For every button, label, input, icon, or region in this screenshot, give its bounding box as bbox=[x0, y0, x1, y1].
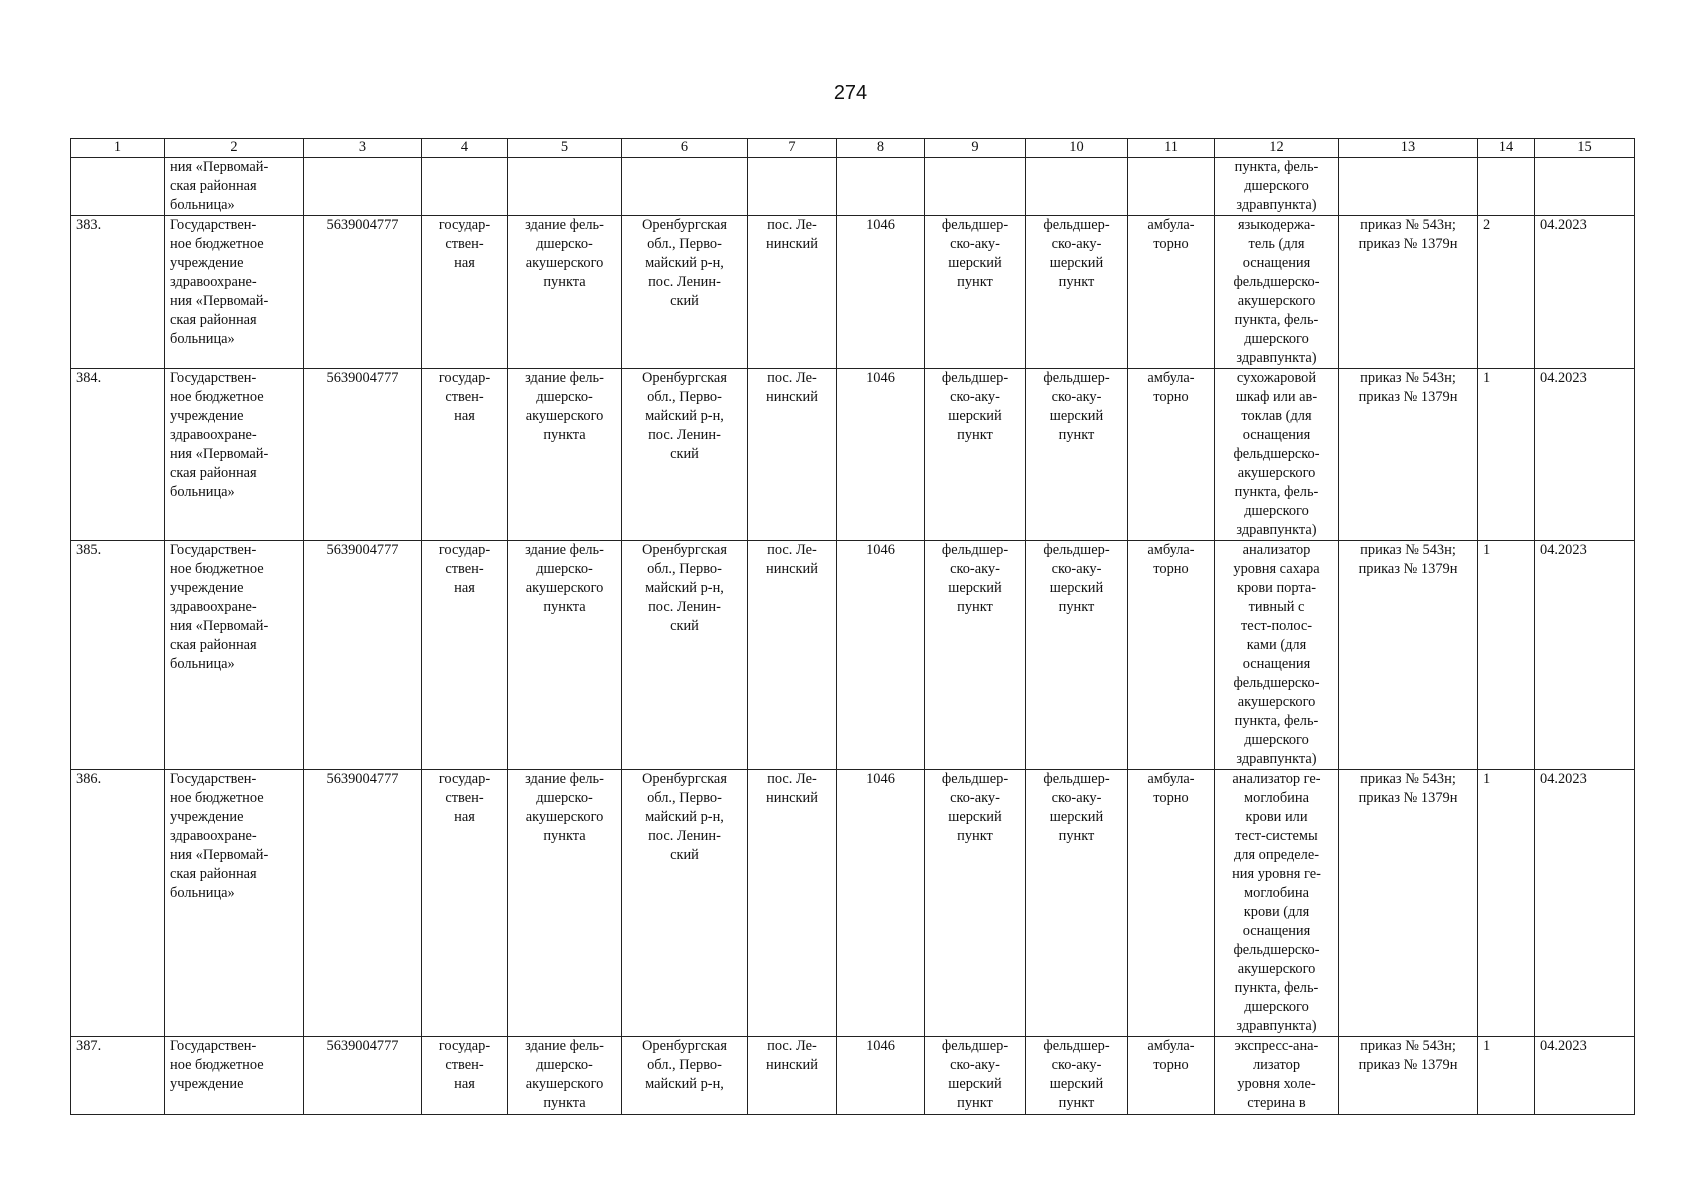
column-header: 5 bbox=[508, 139, 622, 158]
code-cell: 1046 bbox=[837, 216, 925, 369]
org-cell: Государствен- ное бюджетное учреждение здравоохране- ния «Первомай- ская районная больница» bbox=[165, 369, 304, 541]
ownership-cell: государ- ствен- ная bbox=[422, 369, 508, 541]
facility-type-cell: фельдшер- ско-аку- шерский пункт bbox=[925, 770, 1026, 1037]
header-row bbox=[71, 139, 1635, 158]
building-cell: здание фель- дшерско- акушерского пункта bbox=[508, 541, 622, 770]
empty-cell bbox=[71, 158, 165, 216]
column-header: 10 bbox=[1026, 139, 1128, 158]
care-form-cell: амбула- торно bbox=[1128, 770, 1215, 1037]
org-cell: Государствен- ное бюджетное учреждение здравоохране- ния «Первомай- ская районная больница» bbox=[165, 770, 304, 1037]
empty-cell bbox=[837, 158, 925, 216]
facility-type-cell: фельдшер- ско-аку- шерский пункт bbox=[925, 216, 1026, 369]
equipment-cell: анализатор ге- моглобина крови или тест-системы для определе- ния уровня ге- моглобина крови (для оснащения фельдшерско- акушерского пункта, фель- дшерского здравпункта) bbox=[1215, 770, 1339, 1037]
facility-subtype-cell: фельдшер- ско-аку- шерский пункт bbox=[1026, 369, 1128, 541]
empty-cell bbox=[1026, 158, 1128, 216]
row-number-cell: 387. bbox=[71, 1037, 165, 1115]
settlement-cell: пос. Ле- нинский bbox=[748, 216, 837, 369]
code-cell: 1046 bbox=[837, 1037, 925, 1115]
empty-cell bbox=[1478, 158, 1535, 216]
facility-subtype-cell: фельдшер- ско-аку- шерский пункт bbox=[1026, 1037, 1128, 1115]
row-number-cell: 383. bbox=[71, 216, 165, 369]
column-header: 13 bbox=[1339, 139, 1478, 158]
column-header: 11 bbox=[1128, 139, 1215, 158]
equipment-cell: пункта, фель- дшерского здравпункта) bbox=[1215, 158, 1339, 216]
empty-cell bbox=[622, 158, 748, 216]
row-number-cell: 386. bbox=[71, 770, 165, 1037]
settlement-cell: пос. Ле- нинский bbox=[748, 369, 837, 541]
column-header: 14 bbox=[1478, 139, 1535, 158]
table-row bbox=[71, 1037, 1635, 1115]
equipment-cell: экспресс-ана- лизатор уровня холе- стерина в bbox=[1215, 1037, 1339, 1115]
org-cell: Государствен- ное бюджетное учреждение bbox=[165, 1037, 304, 1115]
settlement-cell: пос. Ле- нинский bbox=[748, 541, 837, 770]
date-cell: 04.2023 bbox=[1535, 541, 1635, 770]
building-cell: здание фель- дшерско- акушерского пункта bbox=[508, 216, 622, 369]
care-form-cell: амбула- торно bbox=[1128, 369, 1215, 541]
quantity-cell: 1 bbox=[1478, 369, 1535, 541]
column-header: 12 bbox=[1215, 139, 1339, 158]
table-row bbox=[71, 541, 1635, 770]
address-cell: Оренбургская обл., Перво- майский р-н, пос. Ленин- ский bbox=[622, 541, 748, 770]
row-number-cell: 384. bbox=[71, 369, 165, 541]
column-header: 2 bbox=[165, 139, 304, 158]
care-form-cell: амбула- торно bbox=[1128, 216, 1215, 369]
order-cell: приказ № 543н; приказ № 1379н bbox=[1339, 541, 1478, 770]
column-header: 4 bbox=[422, 139, 508, 158]
care-form-cell: амбула- торно bbox=[1128, 541, 1215, 770]
facility-type-cell: фельдшер- ско-аку- шерский пункт bbox=[925, 369, 1026, 541]
address-cell: Оренбургская обл., Перво- майский р-н, bbox=[622, 1037, 748, 1115]
inn-cell: 5639004777 bbox=[304, 369, 422, 541]
empty-cell bbox=[304, 158, 422, 216]
date-cell: 04.2023 bbox=[1535, 770, 1635, 1037]
column-header: 8 bbox=[837, 139, 925, 158]
registry-table bbox=[70, 138, 1635, 1115]
org-cell: Государствен- ное бюджетное учреждение здравоохране- ния «Первомай- ская районная больница» bbox=[165, 216, 304, 369]
facility-subtype-cell: фельдшер- ско-аку- шерский пункт bbox=[1026, 770, 1128, 1037]
order-cell: приказ № 543н; приказ № 1379н bbox=[1339, 770, 1478, 1037]
ownership-cell: государ- ствен- ная bbox=[422, 541, 508, 770]
code-cell: 1046 bbox=[837, 770, 925, 1037]
ownership-cell: государ- ствен- ная bbox=[422, 770, 508, 1037]
empty-cell bbox=[1535, 158, 1635, 216]
table-row bbox=[71, 216, 1635, 369]
column-header: 1 bbox=[71, 139, 165, 158]
ownership-cell: государ- ствен- ная bbox=[422, 1037, 508, 1115]
settlement-cell: пос. Ле- нинский bbox=[748, 770, 837, 1037]
empty-cell bbox=[508, 158, 622, 216]
facility-type-cell: фельдшер- ско-аку- шерский пункт bbox=[925, 1037, 1026, 1115]
date-cell: 04.2023 bbox=[1535, 216, 1635, 369]
quantity-cell: 1 bbox=[1478, 1037, 1535, 1115]
equipment-cell: анализатор уровня сахара крови порта- тивный с тест-полос- ками (для оснащения фельдшерско- акушерского пункта, фель- дшерского здравпункта) bbox=[1215, 541, 1339, 770]
code-cell: 1046 bbox=[837, 541, 925, 770]
order-cell: приказ № 543н; приказ № 1379н bbox=[1339, 1037, 1478, 1115]
equipment-cell: языкодержа- тель (для оснащения фельдшерско- акушерского пункта, фель- дшерского здравпункта) bbox=[1215, 216, 1339, 369]
quantity-cell: 1 bbox=[1478, 541, 1535, 770]
order-cell: приказ № 543н; приказ № 1379н bbox=[1339, 369, 1478, 541]
empty-cell bbox=[422, 158, 508, 216]
table-row bbox=[71, 369, 1635, 541]
column-header: 15 bbox=[1535, 139, 1635, 158]
facility-subtype-cell: фельдшер- ско-аку- шерский пункт bbox=[1026, 216, 1128, 369]
column-header: 6 bbox=[622, 139, 748, 158]
empty-cell bbox=[1128, 158, 1215, 216]
empty-cell bbox=[748, 158, 837, 216]
org-cell: Государствен- ное бюджетное учреждение здравоохране- ния «Первомай- ская районная больница» bbox=[165, 541, 304, 770]
date-cell: 04.2023 bbox=[1535, 369, 1635, 541]
address-cell: Оренбургская обл., Перво- майский р-н, пос. Ленин- ский bbox=[622, 369, 748, 541]
page-number: 274 bbox=[833, 82, 868, 104]
quantity-cell: 1 bbox=[1478, 770, 1535, 1037]
table-row bbox=[71, 770, 1635, 1037]
inn-cell: 5639004777 bbox=[304, 1037, 422, 1115]
inn-cell: 5639004777 bbox=[304, 770, 422, 1037]
care-form-cell: амбула- торно bbox=[1128, 1037, 1215, 1115]
column-header: 7 bbox=[748, 139, 837, 158]
inn-cell: 5639004777 bbox=[304, 216, 422, 369]
address-cell: Оренбургская обл., Перво- майский р-н, пос. Ленин- ский bbox=[622, 770, 748, 1037]
equipment-cell: сухожаровой шкаф или ав- токлав (для оснащения фельдшерско- акушерского пункта, фель- дшерского здравпункта) bbox=[1215, 369, 1339, 541]
building-cell: здание фель- дшерско- акушерского пункта bbox=[508, 1037, 622, 1115]
column-header: 9 bbox=[925, 139, 1026, 158]
order-cell: приказ № 543н; приказ № 1379н bbox=[1339, 216, 1478, 369]
date-cell: 04.2023 bbox=[1535, 1037, 1635, 1115]
facility-type-cell: фельдшер- ско-аку- шерский пункт bbox=[925, 541, 1026, 770]
continuation-row bbox=[71, 158, 1635, 216]
empty-cell bbox=[1339, 158, 1478, 216]
building-cell: здание фель- дшерско- акушерского пункта bbox=[508, 770, 622, 1037]
settlement-cell: пос. Ле- нинский bbox=[748, 1037, 837, 1115]
row-number-cell: 385. bbox=[71, 541, 165, 770]
column-header: 3 bbox=[304, 139, 422, 158]
quantity-cell: 2 bbox=[1478, 216, 1535, 369]
code-cell: 1046 bbox=[837, 369, 925, 541]
inn-cell: 5639004777 bbox=[304, 541, 422, 770]
facility-subtype-cell: фельдшер- ско-аку- шерский пункт bbox=[1026, 541, 1128, 770]
empty-cell bbox=[925, 158, 1026, 216]
building-cell: здание фель- дшерско- акушерского пункта bbox=[508, 369, 622, 541]
address-cell: Оренбургская обл., Перво- майский р-н, пос. Ленин- ский bbox=[622, 216, 748, 369]
org-cell: ния «Первомай- ская районная больница» bbox=[165, 158, 304, 216]
ownership-cell: государ- ствен- ная bbox=[422, 216, 508, 369]
